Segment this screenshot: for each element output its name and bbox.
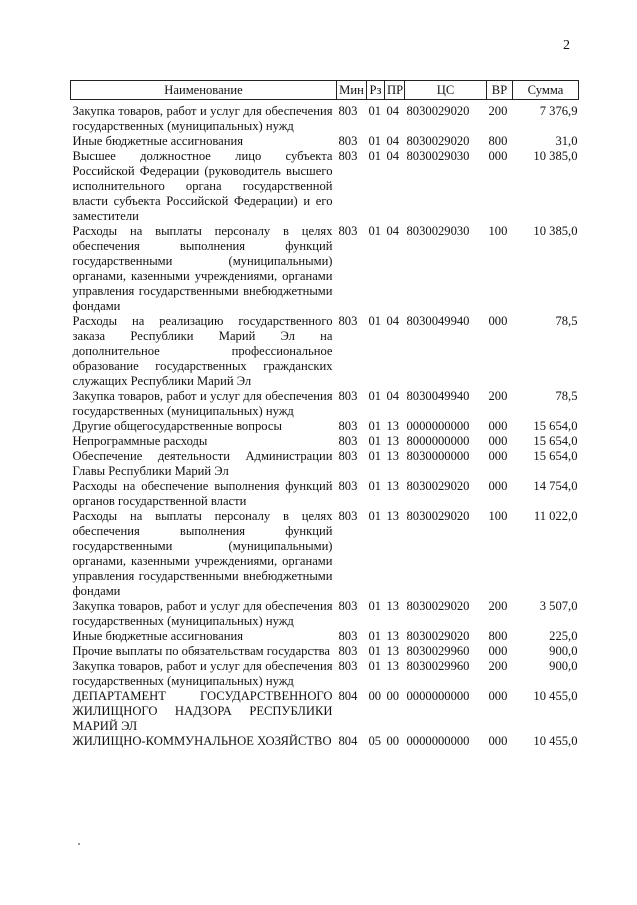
row-pr: 13 xyxy=(386,659,400,673)
row-pr: 04 xyxy=(386,389,400,403)
row-min: 803 xyxy=(338,224,358,238)
row-rz: 01 xyxy=(368,149,382,163)
row-min: 803 xyxy=(338,104,358,118)
row-cs: 8030029020 xyxy=(406,629,470,643)
header-pr: ПР xyxy=(385,81,405,100)
row-vr: 000 xyxy=(488,449,508,463)
row-pr: 13 xyxy=(386,509,400,523)
row-name: Высшее должностное лицо субъекта Российской Федерации (руководитель высшего исполнительного органа государственной власти субъекта Российской Федерации) и его заместители xyxy=(72,149,333,223)
row-name: Закупка товаров, работ и услуг для обеспечения государственных (муниципальных) нужд xyxy=(72,104,333,133)
row-min: 803 xyxy=(338,659,358,673)
row-cs: 0000000000 xyxy=(406,419,470,433)
row-min: 803 xyxy=(338,599,358,613)
header-min: Мин xyxy=(337,81,367,100)
row-vr: 200 xyxy=(488,599,508,613)
row-rz: 01 xyxy=(368,644,382,658)
row-pr: 13 xyxy=(386,434,400,448)
row-min: 804 xyxy=(338,734,358,748)
table-row xyxy=(71,629,579,644)
table-row xyxy=(71,419,579,434)
header-cs: ЦС xyxy=(405,81,487,100)
row-rz: 01 xyxy=(368,419,382,433)
table-row xyxy=(71,224,579,314)
row-pr: 04 xyxy=(386,224,400,238)
row-cs: 8030029030 xyxy=(406,224,470,238)
row-cs: 8030049940 xyxy=(406,389,470,403)
row-name: Расходы на выплаты персоналу в целях обеспечения выполнения функций государственными (муниципальными) органами, казенными учреждениями, органами управления государственными внебюджетными фондами xyxy=(72,509,333,598)
row-cs: 8030049940 xyxy=(406,314,470,328)
scan-speck xyxy=(78,843,80,845)
row-pr: 13 xyxy=(386,644,400,658)
table-row xyxy=(71,449,579,479)
row-rz: 01 xyxy=(368,659,382,673)
row-cs: 8030000000 xyxy=(406,449,470,463)
row-pr: 13 xyxy=(386,419,400,433)
table-row xyxy=(71,689,579,734)
table-body xyxy=(71,100,579,750)
row-pr: 04 xyxy=(386,134,400,148)
row-sum: 10 385,0 xyxy=(533,149,578,163)
table-row xyxy=(71,434,579,449)
row-pr: 13 xyxy=(386,599,400,613)
table-row xyxy=(71,734,579,749)
row-name: Обеспечение деятельности Администрации Главы Республики Марий Эл xyxy=(72,449,333,478)
table-row xyxy=(71,134,579,149)
row-min: 803 xyxy=(338,479,358,493)
table-row xyxy=(71,659,579,689)
row-min: 804 xyxy=(338,689,358,703)
table-row xyxy=(71,644,579,659)
row-vr: 000 xyxy=(488,689,508,703)
row-sum: 225,0 xyxy=(549,629,578,643)
row-rz: 01 xyxy=(368,314,382,328)
row-sum: 11 022,0 xyxy=(533,509,578,523)
row-rz: 01 xyxy=(368,389,382,403)
row-sum: 3 507,0 xyxy=(539,599,578,613)
row-cs: 0000000000 xyxy=(406,689,470,703)
row-cs: 8030029960 xyxy=(406,644,470,658)
row-min: 803 xyxy=(338,389,358,403)
row-rz: 00 xyxy=(368,689,382,703)
row-rz: 05 xyxy=(368,734,382,748)
row-sum: 15 654,0 xyxy=(533,449,578,463)
row-name: Расходы на реализацию государственного заказа Республики Марий Эл на дополнительное профессиональное образование государственных гражданских служащих Республики Марий Эл xyxy=(72,314,333,388)
row-rz: 01 xyxy=(368,104,382,118)
row-sum: 900,0 xyxy=(549,659,578,673)
row-vr: 000 xyxy=(488,314,508,328)
table-row xyxy=(71,314,579,389)
row-min: 803 xyxy=(338,149,358,163)
row-pr: 00 xyxy=(386,689,400,703)
header-name: Наименование xyxy=(71,81,337,100)
table-row xyxy=(71,479,579,509)
row-sum: 78,5 xyxy=(555,389,578,403)
budget-table xyxy=(70,80,579,749)
row-sum: 15 654,0 xyxy=(533,434,578,448)
row-sum: 7 376,9 xyxy=(539,104,578,118)
row-vr: 100 xyxy=(488,224,508,238)
row-rz: 01 xyxy=(368,449,382,463)
page-number: 2 xyxy=(563,38,570,53)
row-vr: 800 xyxy=(488,134,508,148)
row-name: Расходы на обеспечение выполнения функций органов государственной власти xyxy=(72,479,333,508)
row-vr: 200 xyxy=(488,389,508,403)
row-rz: 01 xyxy=(368,434,382,448)
row-name: ДЕПАРТАМЕНТ ГОСУДАРСТВЕННОГО ЖИЛИЩНОГО НАДЗОРА РЕСПУБЛИКИ МАРИЙ ЭЛ xyxy=(72,689,333,733)
row-vr: 000 xyxy=(488,434,508,448)
row-min: 803 xyxy=(338,644,358,658)
row-pr: 13 xyxy=(386,449,400,463)
row-vr: 000 xyxy=(488,149,508,163)
row-vr: 200 xyxy=(488,659,508,673)
row-min: 803 xyxy=(338,419,358,433)
row-name: Другие общегосударственные вопросы xyxy=(72,419,282,433)
row-min: 803 xyxy=(338,134,358,148)
row-vr: 000 xyxy=(488,419,508,433)
row-name: ЖИЛИЩНО-КОММУНАЛЬНОЕ ХОЗЯЙСТВО xyxy=(72,734,332,748)
row-name: Закупка товаров, работ и услуг для обеспечения государственных (муниципальных) нужд xyxy=(72,389,333,418)
row-pr: 04 xyxy=(386,314,400,328)
row-sum: 14 754,0 xyxy=(533,479,578,493)
row-min: 803 xyxy=(338,449,358,463)
row-name: Закупка товаров, работ и услуг для обеспечения государственных (муниципальных) нужд xyxy=(72,659,333,688)
table-row xyxy=(71,599,579,629)
row-pr: 13 xyxy=(386,479,400,493)
row-pr: 00 xyxy=(386,734,400,748)
row-sum: 15 654,0 xyxy=(533,419,578,433)
row-name: Закупка товаров, работ и услуг для обеспечения государственных (муниципальных) нужд xyxy=(72,599,333,628)
table-row xyxy=(71,509,579,599)
row-vr: 200 xyxy=(488,104,508,118)
row-cs: 8030029020 xyxy=(406,479,470,493)
header-rz: Рз xyxy=(367,81,385,100)
row-name: Расходы на выплаты персоналу в целях обеспечения выполнения функций государственными (муниципальными) органами, казенными учреждениями, органами управления государственными внебюджетными фондами xyxy=(72,224,333,313)
row-vr: 000 xyxy=(488,734,508,748)
row-pr: 04 xyxy=(386,104,400,118)
row-cs: 8030029020 xyxy=(406,104,470,118)
row-rz: 01 xyxy=(368,509,382,523)
row-name: Иные бюджетные ассигнования xyxy=(72,134,244,148)
row-rz: 01 xyxy=(368,134,382,148)
row-sum: 10 455,0 xyxy=(533,734,578,748)
row-sum: 10 455,0 xyxy=(533,689,578,703)
table-row xyxy=(71,149,579,224)
row-cs: 8030029960 xyxy=(406,659,470,673)
header-sum: Сумма xyxy=(513,81,579,100)
row-vr: 100 xyxy=(488,509,508,523)
row-min: 803 xyxy=(338,509,358,523)
row-vr: 000 xyxy=(488,479,508,493)
row-name: Прочие выплаты по обязательствам государства xyxy=(72,644,330,658)
row-pr: 04 xyxy=(386,149,400,163)
table-header xyxy=(71,81,579,100)
row-rz: 01 xyxy=(368,629,382,643)
row-sum: 31,0 xyxy=(555,134,578,148)
row-rz: 01 xyxy=(368,224,382,238)
row-rz: 01 xyxy=(368,479,382,493)
row-pr: 13 xyxy=(386,629,400,643)
row-min: 803 xyxy=(338,434,358,448)
row-cs: 8000000000 xyxy=(406,434,470,448)
row-cs: 8030029030 xyxy=(406,149,470,163)
row-vr: 000 xyxy=(488,644,508,658)
row-min: 803 xyxy=(338,629,358,643)
row-cs: 8030029020 xyxy=(406,509,470,523)
row-sum: 78,5 xyxy=(555,314,578,328)
row-min: 803 xyxy=(338,314,358,328)
table-row xyxy=(71,389,579,419)
row-rz: 01 xyxy=(368,599,382,613)
row-name: Непрограммные расходы xyxy=(72,434,208,448)
row-sum: 10 385,0 xyxy=(533,224,578,238)
row-name: Иные бюджетные ассигнования xyxy=(72,629,244,643)
row-vr: 800 xyxy=(488,629,508,643)
row-sum: 900,0 xyxy=(549,644,578,658)
header-vr: ВР xyxy=(487,81,513,100)
table-row xyxy=(71,100,579,135)
row-cs: 8030029020 xyxy=(406,134,470,148)
row-cs: 0000000000 xyxy=(406,734,470,748)
row-cs: 8030029020 xyxy=(406,599,470,613)
